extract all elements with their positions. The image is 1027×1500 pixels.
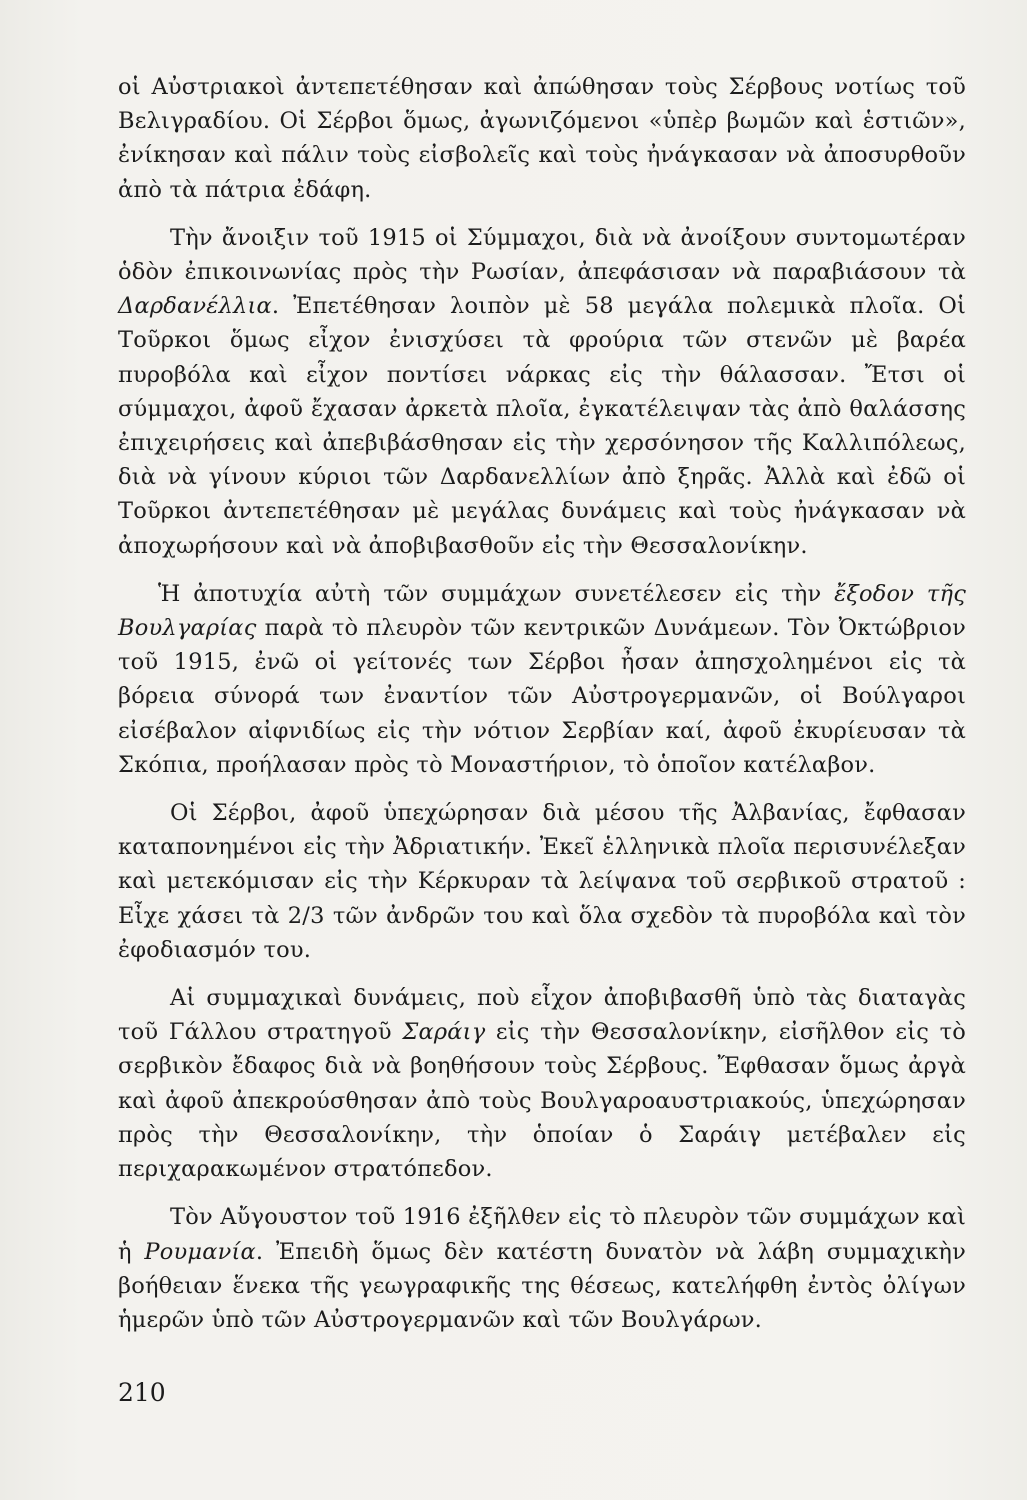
text-run: . Ἐπειδὴ ὅμως δὲν κατέστη δυνατὸν νὰ λάβη συμμαχικὴν βοήθειαν ἕνεκα τῆς γεωγραφικῆς της θέσεως, κατελήφθη ἐντὸς ὀλίγων ἡμερῶν ὑπὸ τῶν Αὐστρογερμανῶν καὶ τῶν Βουλγάρων. [118,1238,966,1333]
italic-term: Δαρδανέλλια [118,293,272,320]
text-run: Τὸν Αὔγουστον τοῦ 1916 ἐξῆλθεν εἰς τὸ πλευρὸν τῶν συμμάχων καὶ ἡ [118,1204,966,1265]
paragraph [118,981,966,1186]
text-run: . Ἐπετέθησαν λοιπὸν μὲ 58 μεγάλα πολεμικὰ πλοῖα. Οἱ Τοῦρκοι ὅμως εἶχον ἐνισχύσει τὰ φρούρια τῶν στενῶν μὲ βαρέα πυροβόλα καὶ εἶχον ποντίσει νάρκας εἰς τὴν θάλασσαν. Ἔτσι οἱ σύμμαχοι, ἀφοῦ ἔχασαν ἀρκετὰ πλοῖα, ἐγκατέλειψαν τὰς ἀπὸ θαλάσσης ἐπιχειρήσεις καὶ ἀπεβιβάσθησαν εἰς τὴν χερσόνησον τῆς Καλλιπόλεως, διὰ νὰ γίνουν κύριοι τῶν Δαρδανελλίων ἀπὸ ξηρᾶς. Ἀλλὰ καὶ ἐδῶ οἱ Τοῦρκοι ἀντεπετέθησαν μὲ μεγάλας δυνάμεις καὶ τοὺς ἠνάγκασαν νὰ ἀποχωρήσουν καὶ νὰ ἀποβιβασθοῦν εἰς τὴν Θεσσαλονίκην. [118,293,966,559]
italic-term: Σαράιγ [402,1019,486,1046]
paragraph [118,796,966,967]
paragraph [118,577,966,782]
paragraph [118,1200,966,1337]
italic-term: ἔξοδον τῆς Βουλγαρίας [118,580,967,642]
text-run: Ἡ ἀποτυχία αὐτὴ τῶν συμμάχων συνετέλεσεν εἰς τὴν [158,580,835,607]
page-number: 210 [118,1378,166,1407]
text-run: Τὴν ἄνοιξιν τοῦ 1915 οἱ Σύμμαχοι, διὰ νὰ ἀνοίξουν συντομωτέραν ὁδὸν ἐπικοινωνίας πρὸς τὴν Ρωσίαν, ἀπεφάσισαν νὰ παραβιάσουν τὰ [118,224,966,286]
text-run: Οἱ Σέρβοι, ἀφοῦ ὑπεχώρησαν διὰ μέσου τῆς Ἀλβανίας, ἔφθασαν καταπονημένοι εἰς τὴν Ἀδριατικήν. Ἐκεῖ ἑλληνικὰ πλοῖα περισυνέλεξαν καὶ μετεκόμισαν εἰς τὴν Κέρκυραν τὰ λείψανα τοῦ σερβικοῦ στρατοῦ : Εἶχε χάσει τὰ 2/3 τῶν ἀνδρῶν του καὶ ὅλα σχεδὸν τὰ πυροβόλα καὶ τὸν ἐφοδιασμόν του. [118,800,966,963]
text-run: οἱ Αὐστριακοὶ ἀντεπετέθησαν καὶ ἀπώθησαν τοὺς Σέρβους νοτίως τοῦ Βελιγραδίου. Οἱ Σέρβοι ὅμως, ἀγωνιζόμενοι «ὑπὲρ βωμῶν καὶ ἑστιῶν», ἐνίκησαν καὶ πάλιν τοὺς εἰσβολεῖς καὶ τοὺς ἠνάγκασαν νὰ ἀποσυρθοῦν ἀπὸ τὰ πάτρια ἐδάφη. [118,74,966,203]
paragraph [118,70,966,207]
text-run: Αἱ συμμαχικαὶ δυνάμεις, ποὺ εἶχον ἀποβιβασθῆ ὑπὸ τὰς διαταγὰς τοῦ Γάλλου στρατηγοῦ [118,985,966,1046]
paragraph [118,221,966,563]
italic-term: Ρουμανία [144,1238,256,1265]
text-run: εἰς τὴν Θεσσαλονίκην, εἰσῆλθον εἰς τὸ σερβικὸν ἔδαφος διὰ νὰ βοηθήσουν τοὺς Σέρβους. Ἔφθασαν ὅμως ἀργὰ καὶ ἀφοῦ ἀπεκρούσθησαν ἀπὸ τοὺς Βουλγαροαυστριακούς, ὑπεχώρησαν πρὸς τὴν Θεσσαλονίκην, τὴν ὁποίαν ὁ Σαράιγ μετέβαλεν εἰς περιχαρακωμένον στρατόπεδον. [118,1019,966,1183]
text-run: παρὰ τὸ πλευρὸν τῶν κεντρικῶν Δυνάμεων. Τὸν Ὀκτώβριον τοῦ 1915, ἐνῶ οἱ γείτονές των Σέρβοι ἦσαν ἀπησχολημένοι εἰς τὰ βόρεια σύνορά των ἐναντίον τῶν Αὐστρογερμανῶν, οἱ Βούλγαροι εἰσέβαλον αἰφνιδίως εἰς τὴν νότιον Σερβίαν καί, ἀφοῦ ἐκυρίευσαν τὰ Σκόπια, προήλασαν πρὸς τὸ Μοναστήριον, τὸ ὁποῖον κατέλαβον. [118,615,966,778]
body-text [118,70,966,1351]
